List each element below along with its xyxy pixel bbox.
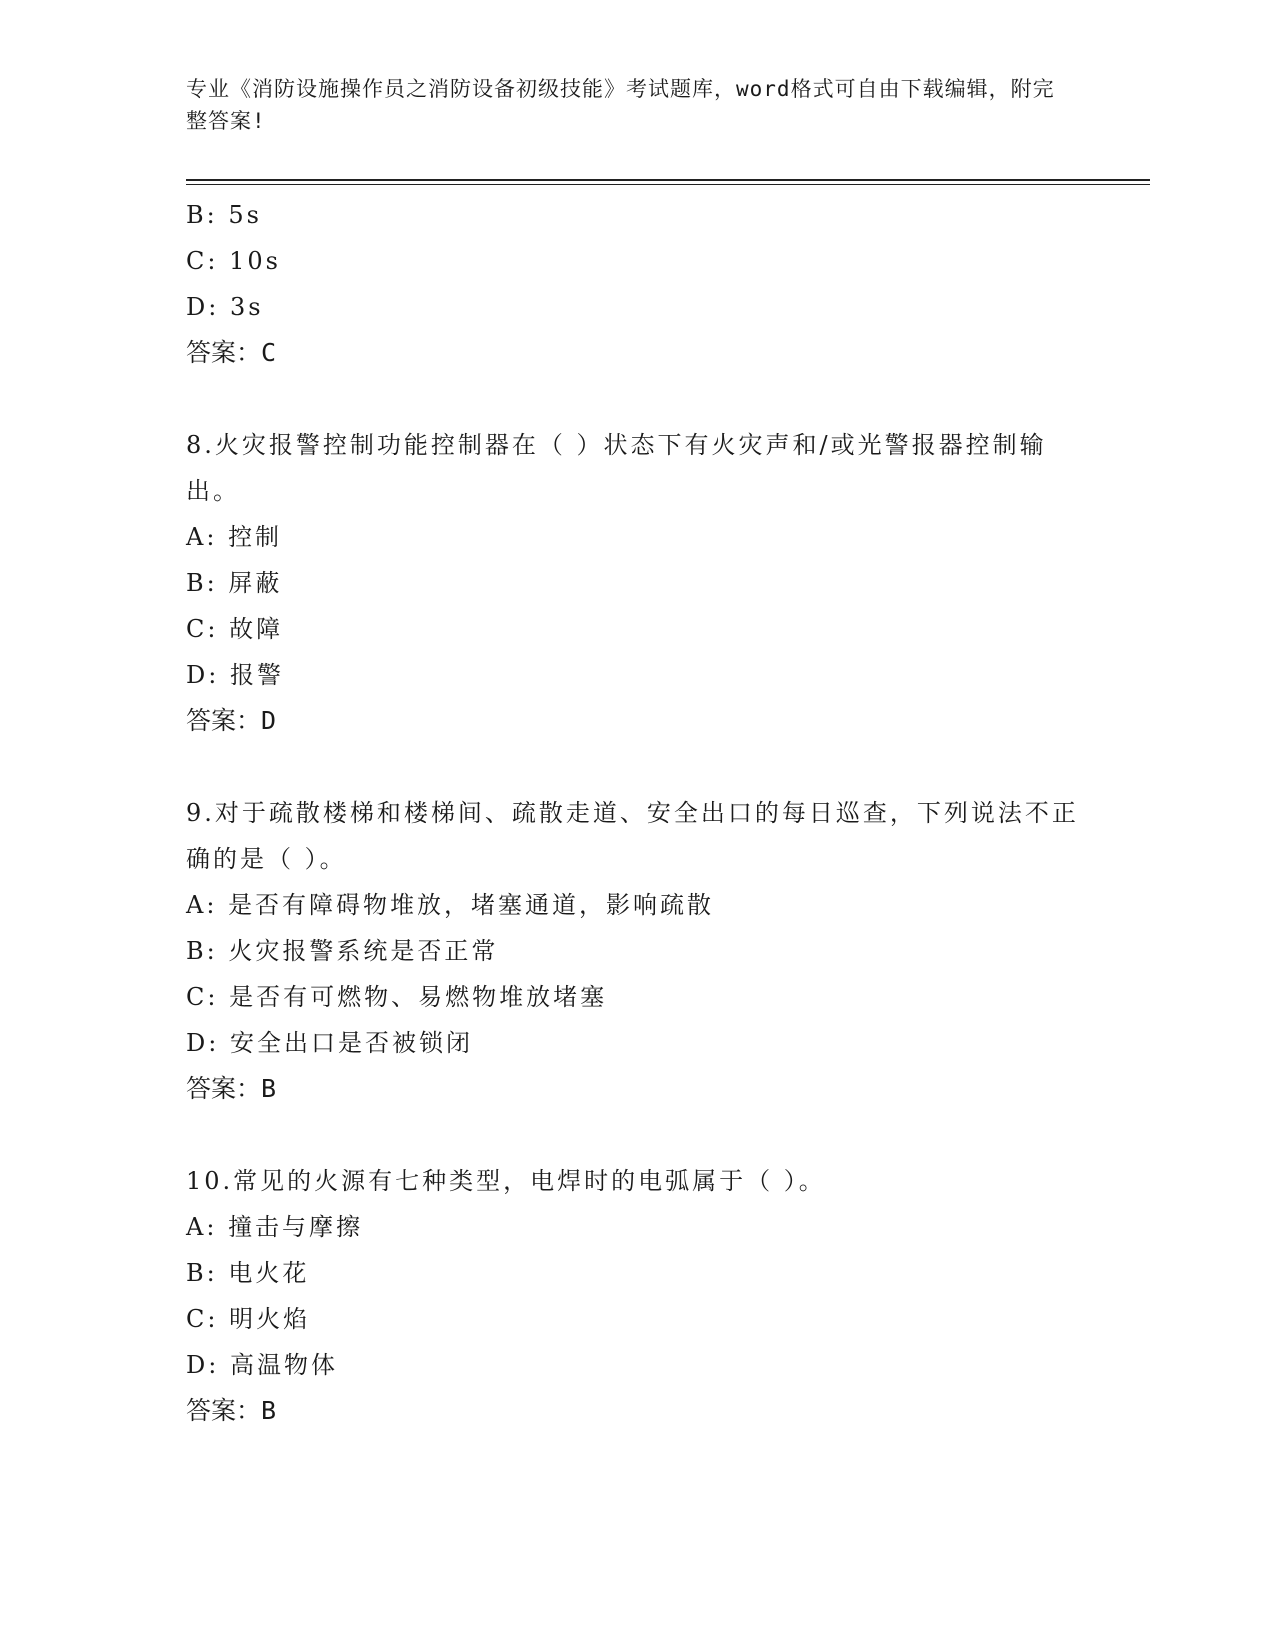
option-c: C: 明火焰 [186,1305,311,1333]
option-c: C: 故障 [186,615,284,643]
answer: 答案：C [186,338,277,367]
option-b: B: 电火花 [186,1259,310,1287]
answer: 答案：D [186,706,277,735]
option-b: B: 5s [186,201,262,229]
question-text: 10.常见的火源有七种类型，电焊时的电弧属于（ ）。 [186,1167,826,1195]
option-a: A: 是否有障碍物堆放，堵塞通道，影响疏散 [186,891,715,919]
option-c: C: 是否有可燃物、易燃物堆放堵塞 [186,983,608,1011]
option-d: D: 报警 [186,661,284,689]
document-header: 专业《消防设施操作员之消防设备初级技能》考试题库，word格式可自由下载编辑，附完整答案! [186,77,1055,133]
question-text: 9.对于疏散楼梯和楼梯间、疏散走道、安全出口的每日巡查，下列说法不正确的是（ ）。 [186,799,1079,873]
answer: 答案：B [186,1074,277,1103]
question-list [186,192,1086,1434]
option-d: D: 高温物体 [186,1351,338,1379]
question-10 [186,1158,1086,1434]
option-b: B: 屏蔽 [186,569,283,597]
option-a: A: 控制 [186,523,283,551]
question-8 [186,422,1086,744]
option-d: D: 3s [186,293,264,321]
option-b: B: 火灾报警系统是否正常 [186,937,499,965]
question-text: 8.火灾报警控制功能控制器在（ ）状态下有火灾声和/或光警报器控制输出。 [186,431,1047,505]
answer: 答案：B [186,1396,277,1425]
option-d: D: 安全出口是否被锁闭 [186,1029,473,1057]
question-7-tail [186,192,1086,376]
header-rule-thick [186,179,1150,181]
option-c: C: 10s [186,247,281,275]
question-9 [186,790,1086,1112]
option-a: A: 撞击与摩擦 [186,1213,364,1241]
header-rule-thin [186,184,1150,185]
